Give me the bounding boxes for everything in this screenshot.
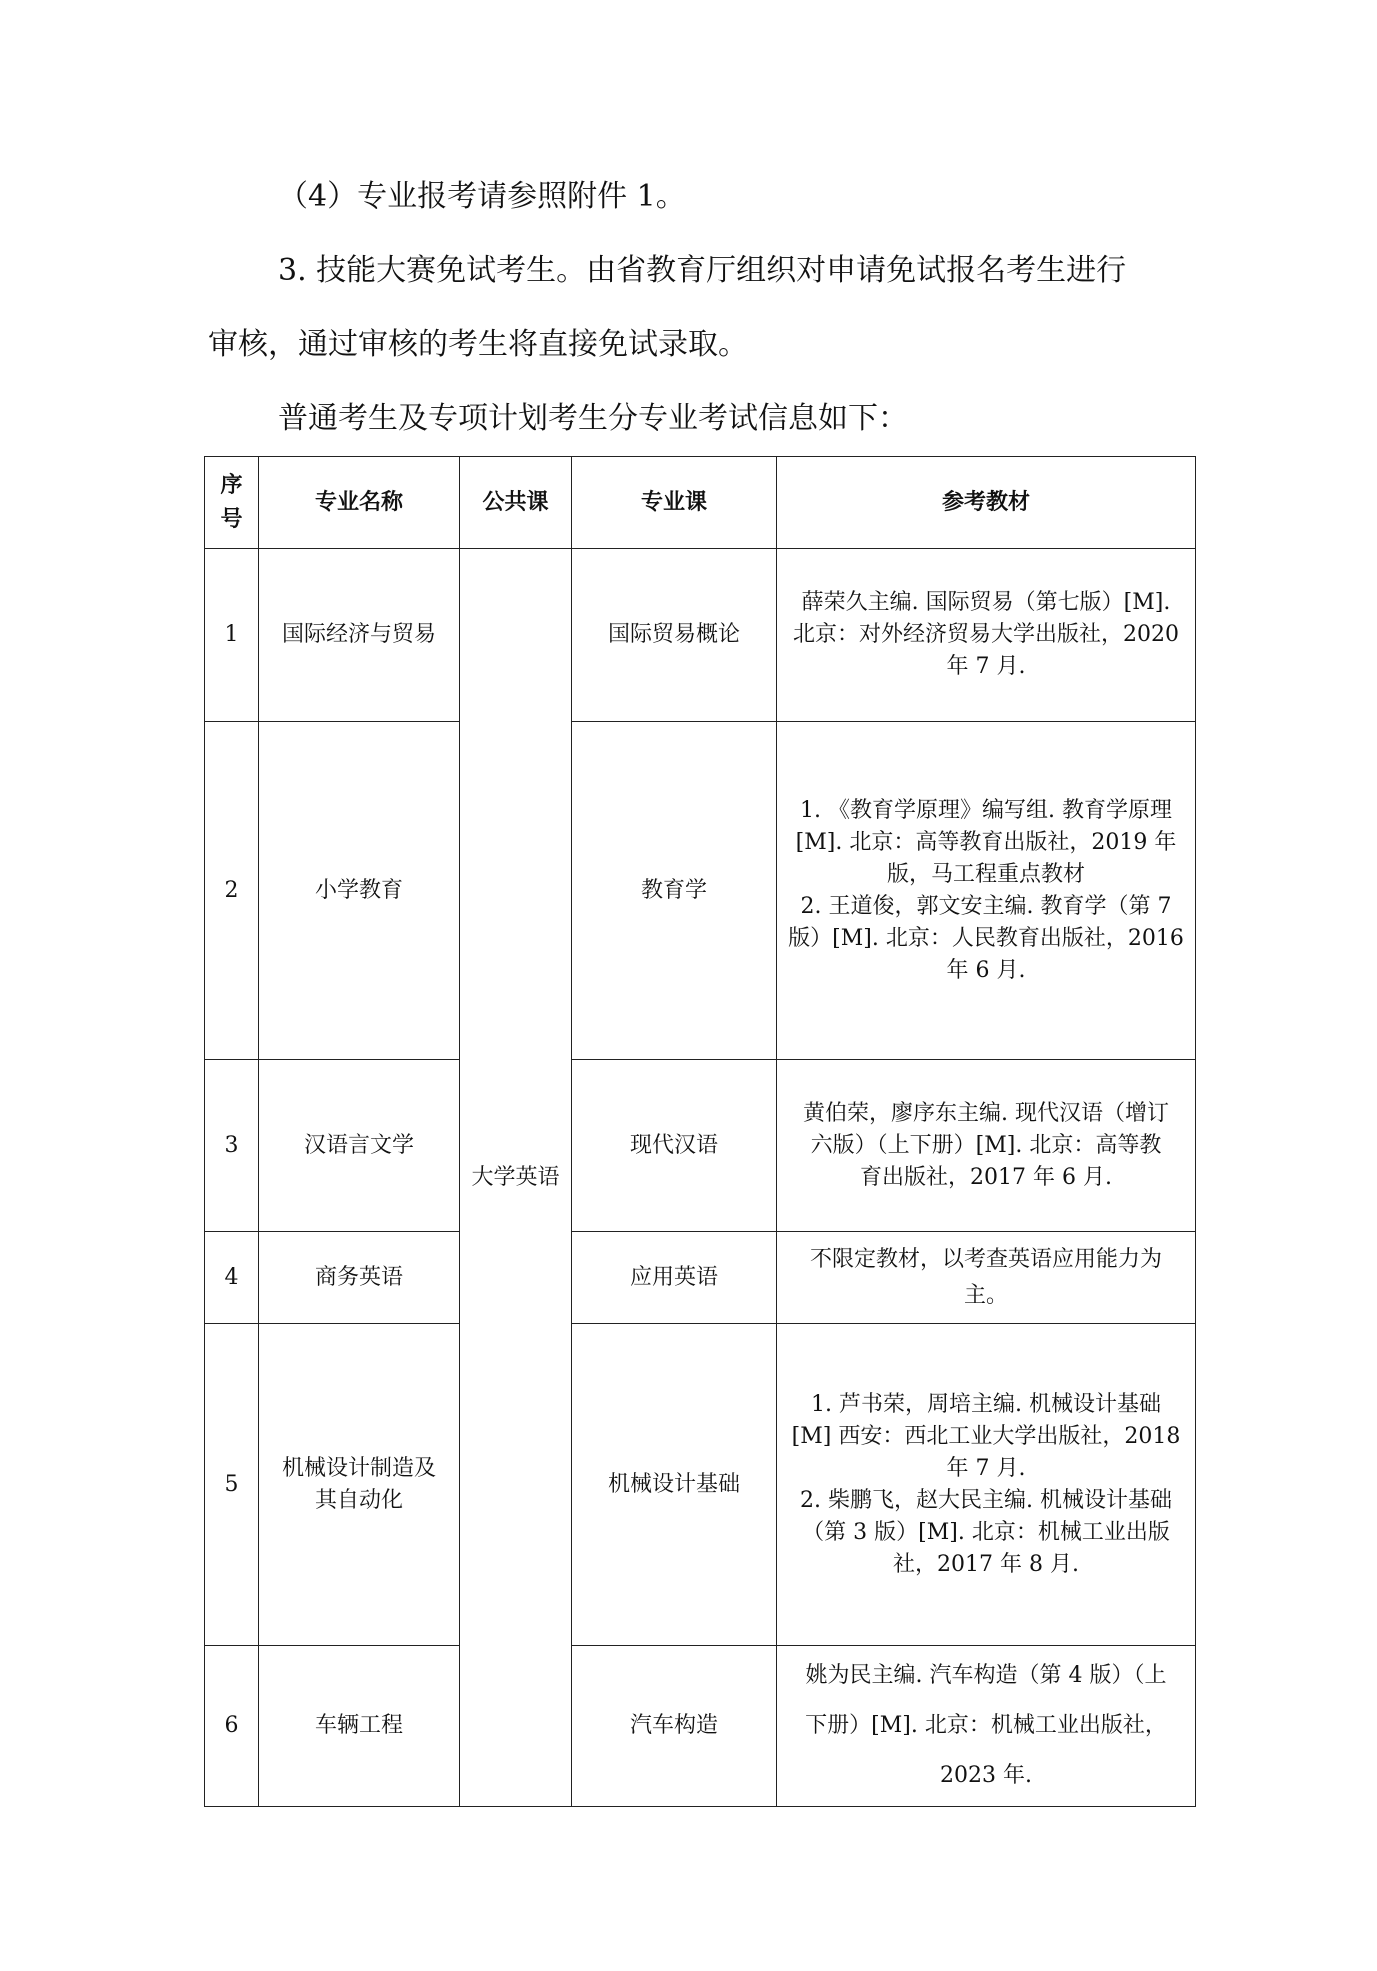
cell-seq: 6: [205, 1646, 259, 1807]
cell-seq: 1: [205, 549, 259, 722]
cell-seq: 4: [205, 1232, 259, 1324]
cell-course: 现代汉语: [572, 1060, 777, 1232]
cell-major: 汉语言文学: [259, 1060, 460, 1232]
cell-major: 商务英语: [259, 1232, 460, 1324]
cell-reference: 黄伯荣，廖序东主编. 现代汉语（增订 六版）（上下册）[M]. 北京：高等教 育出版社，2017 年 6 月.: [777, 1060, 1196, 1232]
cell-course: 汽车构造: [572, 1646, 777, 1807]
cell-seq: 5: [205, 1324, 259, 1646]
cell-reference: 不限定教材，以考查英语应用能力为 主。: [777, 1232, 1196, 1324]
header-major: 专业名称: [259, 457, 460, 549]
cell-seq: 3: [205, 1060, 259, 1232]
exam-info-table: [204, 456, 1196, 1807]
cell-reference: 1. 《教育学原理》编写组. 教育学原理 [M]. 北京：高等教育出版社，2019 年 版，马工程重点教材 2. 王道俊，郭文安主编. 教育学（第 7 版）[M]. 北京：人民教育出版社，2016 年 6 月.: [777, 722, 1196, 1060]
header-seq: 序 号: [205, 457, 259, 549]
header-public-course: 公共课: [460, 457, 572, 549]
paragraph-table-intro: 普通考生及专项计划考生分专业考试信息如下：: [278, 401, 908, 436]
header-major-course: 专业课: [572, 457, 777, 549]
table-row: [205, 1324, 1196, 1646]
paragraph-skills-contest-line1: 3. 技能大赛免试考生。由省教育厅组织对申请免试报名考生进行: [278, 253, 1127, 288]
cell-major: 车辆工程: [259, 1646, 460, 1807]
table-row: [205, 1646, 1196, 1807]
cell-public-course: 大学英语: [460, 549, 572, 1807]
cell-reference: 1. 芦书荣，周培主编. 机械设计基础 [M] 西安：西北工业大学出版社，2018 年 7 月. 2. 柴鹏飞，赵大民主编. 机械设计基础 （第 3 版）[M]. 北京：机械工业出版 社，2017 年 8 月.: [777, 1324, 1196, 1646]
cell-major: 小学教育: [259, 722, 460, 1060]
cell-course: 教育学: [572, 722, 777, 1060]
cell-reference: 薛荣久主编. 国际贸易（第七版）[M]. 北京：对外经济贸易大学出版社，2020 年 7 月.: [777, 549, 1196, 722]
cell-major: 机械设计制造及 其自动化: [259, 1324, 460, 1646]
paragraph-major-reference: （4）专业报考请参照附件 1。: [278, 179, 686, 214]
table-row: [205, 1060, 1196, 1232]
table-row: [205, 549, 1196, 722]
cell-course: 机械设计基础: [572, 1324, 777, 1646]
cell-seq: 2: [205, 722, 259, 1060]
cell-reference: 姚为民主编. 汽车构造（第 4 版）（上 下册）[M]. 北京：机械工业出版社， 2023 年.: [777, 1646, 1196, 1807]
cell-major: 国际经济与贸易: [259, 549, 460, 722]
table-row: [205, 722, 1196, 1060]
table-row: [205, 1232, 1196, 1324]
cell-course: 国际贸易概论: [572, 549, 777, 722]
paragraph-skills-contest-line2: 审核，通过审核的考生将直接免试录取。: [208, 327, 748, 362]
header-reference: 参考教材: [777, 457, 1196, 549]
cell-course: 应用英语: [572, 1232, 777, 1324]
table-header-row: [205, 457, 1196, 549]
